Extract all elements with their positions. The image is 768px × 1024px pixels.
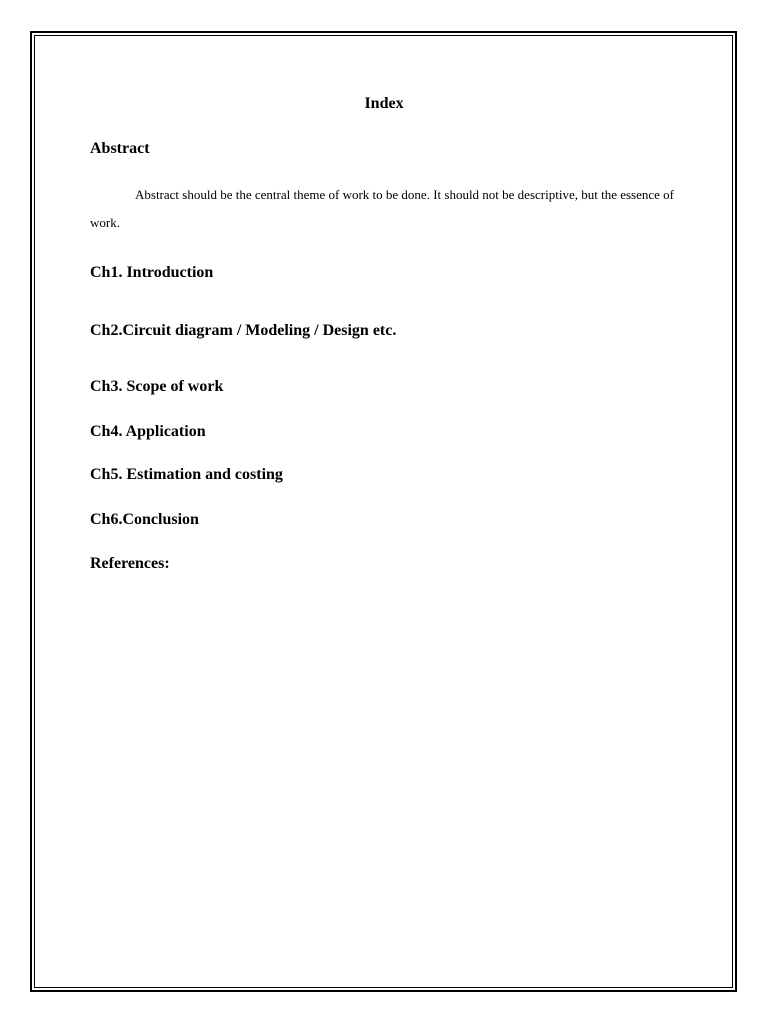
chapter-heading-5: Ch5. Estimation and costing (90, 466, 283, 483)
references-heading: References: (90, 555, 170, 572)
chapter-heading-2: Ch2.Circuit diagram / Modeling / Design etc. (90, 322, 397, 339)
chapter-heading-3: Ch3. Scope of work (90, 378, 224, 395)
abstract-heading: Abstract (90, 140, 150, 157)
chapter-heading-4: Ch4. Application (90, 423, 206, 440)
page-title: Index (364, 95, 404, 112)
chapter-heading-6: Ch6.Conclusion (90, 511, 199, 528)
chapter-heading-1: Ch1. Introduction (90, 264, 214, 281)
abstract-body: Abstract should be the central theme of work to be done. It should not be descriptive, but the essence of work. (90, 187, 674, 230)
